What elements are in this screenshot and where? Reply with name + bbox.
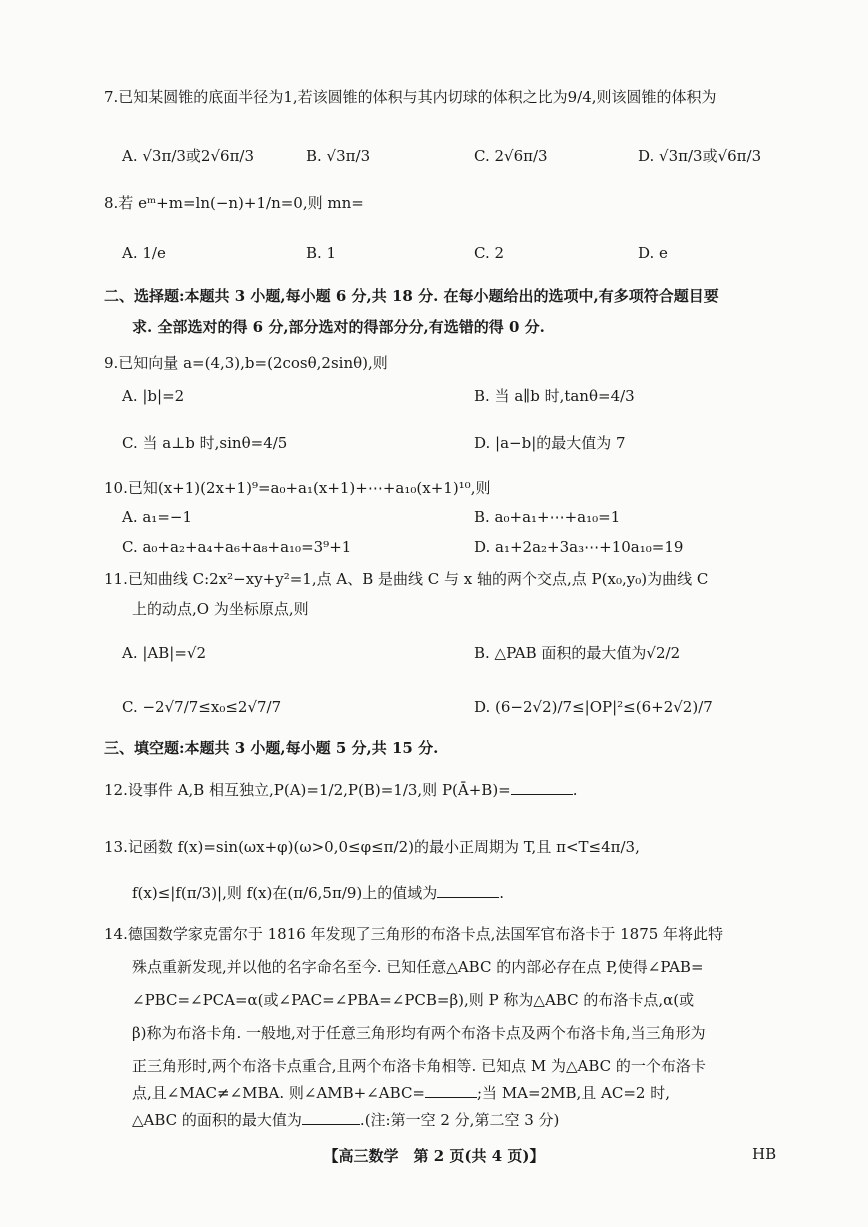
q8-option-b: B. 1	[306, 244, 337, 262]
q8-stem: 8.若 eᵐ+m=ln(−n)+1/n=0,则 mn=	[104, 194, 364, 212]
q8-option-a: A. 1/e	[122, 244, 166, 262]
q14-line3: ∠PBC=∠PCA=α(或∠PAC=∠PBA=∠PCB=β),则 P 称为△ABC 的布洛卡点,α(或	[132, 991, 695, 1009]
q13-line1: 13.记函数 f(x)=sin(ωx+φ)(ω>0,0≤φ≤π/2)的最小正周期为 T,且 π<T≤4π/3,	[104, 838, 640, 856]
q11-option-d: D. (6−2√2)/7≤|OP|²≤(6+2√2)/7	[474, 698, 713, 716]
q10-option-a: A. a₁=−1	[122, 508, 193, 526]
q14-line7-start: △ABC 的面积的最大值为	[132, 1111, 302, 1129]
section2-heading-line2: 求. 全部选对的得 6 分,部分选对的得部分分,有选错的得 0 分.	[132, 318, 545, 336]
q14-line6	[132, 1082, 670, 1104]
q11-option-c: C. −2√7/7≤x₀≤2√7/7	[122, 698, 282, 716]
q12-stem: 12.设事件 A,B 相互独立,P(A)=1/2,P(B)=1/3,则 P(Ā+B)=	[104, 781, 511, 799]
q11-option-b: B. △PAB 面积的最大值为√2/2	[474, 644, 681, 662]
q12-line	[104, 779, 578, 801]
q8-option-c: C. 2	[474, 244, 505, 262]
q13-answer-blank[interactable]	[437, 883, 499, 898]
footer-code: HB	[752, 1145, 777, 1163]
q14-answer-blank-1[interactable]	[425, 1083, 477, 1098]
q7-option-d: D. √3π/3或√6π/3	[638, 147, 762, 165]
q9-stem: 9.已知向量 a=(4,3),b=(2cosθ,2sinθ),则	[104, 354, 388, 372]
section3-heading: 三、填空题:本题共 3 小题,每小题 5 分,共 15 分.	[104, 739, 439, 757]
q14-line7-end: .(注:第一空 2 分,第二空 3 分)	[359, 1111, 560, 1129]
q12-end: .	[572, 781, 578, 799]
q13-stem-line2: f(x)≤|f(π/3)|,则 f(x)在(π/6,5π/9)上的值域为	[132, 884, 438, 902]
q9-option-d: D. |a−b|的最大值为 7	[474, 434, 626, 452]
q10-option-b: B. a₀+a₁+⋯+a₁₀=1	[474, 508, 621, 526]
q14-line1: 14.德国数学家克雷尔于 1816 年发现了三角形的布洛卡点,法国军官布洛卡于 1875 年将此特	[104, 925, 724, 943]
q7-stem: 7.已知某圆锥的底面半径为1,若该圆锥的体积与其内切球的体积之比为9/4,则该圆锥的体积为	[104, 88, 717, 106]
q9-option-b: B. 当 a∥b 时,tanθ=4/3	[474, 387, 635, 405]
q9-option-c: C. 当 a⊥b 时,sinθ=4/5	[122, 434, 288, 452]
q14-line7	[132, 1109, 559, 1131]
q14-line2: 殊点重新发现,并以他的名字命名至今. 已知任意△ABC 的内部必存在点 P,使得∠PAB=	[132, 958, 704, 976]
q11-stem-line2: 上的动点,O 为坐标原点,则	[132, 600, 309, 618]
q10-stem: 10.已知(x+1)(2x+1)⁹=a₀+a₁(x+1)+⋯+a₁₀(x+1)¹⁰,则	[104, 479, 491, 497]
q10-option-c: C. a₀+a₂+a₄+a₆+a₈+a₁₀=3⁹+1	[122, 538, 352, 556]
q10-option-d: D. a₁+2a₂+3a₃⋯+10a₁₀=19	[474, 538, 684, 556]
q7-option-c: C. 2√6π/3	[474, 147, 548, 165]
footer-page-info: 【高三数学 第 2 页(共 4 页)】	[323, 1147, 545, 1165]
q14-line4: β)称为布洛卡角. 一般地,对于任意三角形均有两个布洛卡点及两个布洛卡角,当三角形为	[132, 1024, 706, 1042]
q13-end: .	[499, 884, 505, 902]
q14-line6-end: ;当 MA=2MB,且 AC=2 时,	[477, 1084, 671, 1102]
q7-option-a: A. √3π/3或2√6π/3	[122, 147, 255, 165]
q13-line2	[132, 882, 504, 904]
section2-heading-line1: 二、选择题:本题共 3 小题,每小题 6 分,共 18 分. 在每小题给出的选项中,有多项符合题目要	[104, 287, 719, 305]
q14-line5: 正三角形时,两个布洛卡点重合,且两个布洛卡角相等. 已知点 M 为△ABC 的一个布洛卡	[132, 1057, 706, 1075]
q9-option-a: A. |b|=2	[122, 387, 185, 405]
q14-line6-start: 点,且∠MAC≠∠MBA. 则∠AMB+∠ABC=	[132, 1084, 425, 1102]
q14-answer-blank-2[interactable]	[302, 1110, 360, 1125]
q11-option-a: A. |AB|=√2	[122, 644, 207, 662]
q7-option-b: B. √3π/3	[306, 147, 371, 165]
q12-answer-blank[interactable]	[511, 780, 573, 795]
q11-stem-line1: 11.已知曲线 C:2x²−xy+y²=1,点 A、B 是曲线 C 与 x 轴的两个交点,点 P(x₀,y₀)为曲线 C	[104, 570, 709, 588]
q8-option-d: D. e	[638, 244, 668, 262]
